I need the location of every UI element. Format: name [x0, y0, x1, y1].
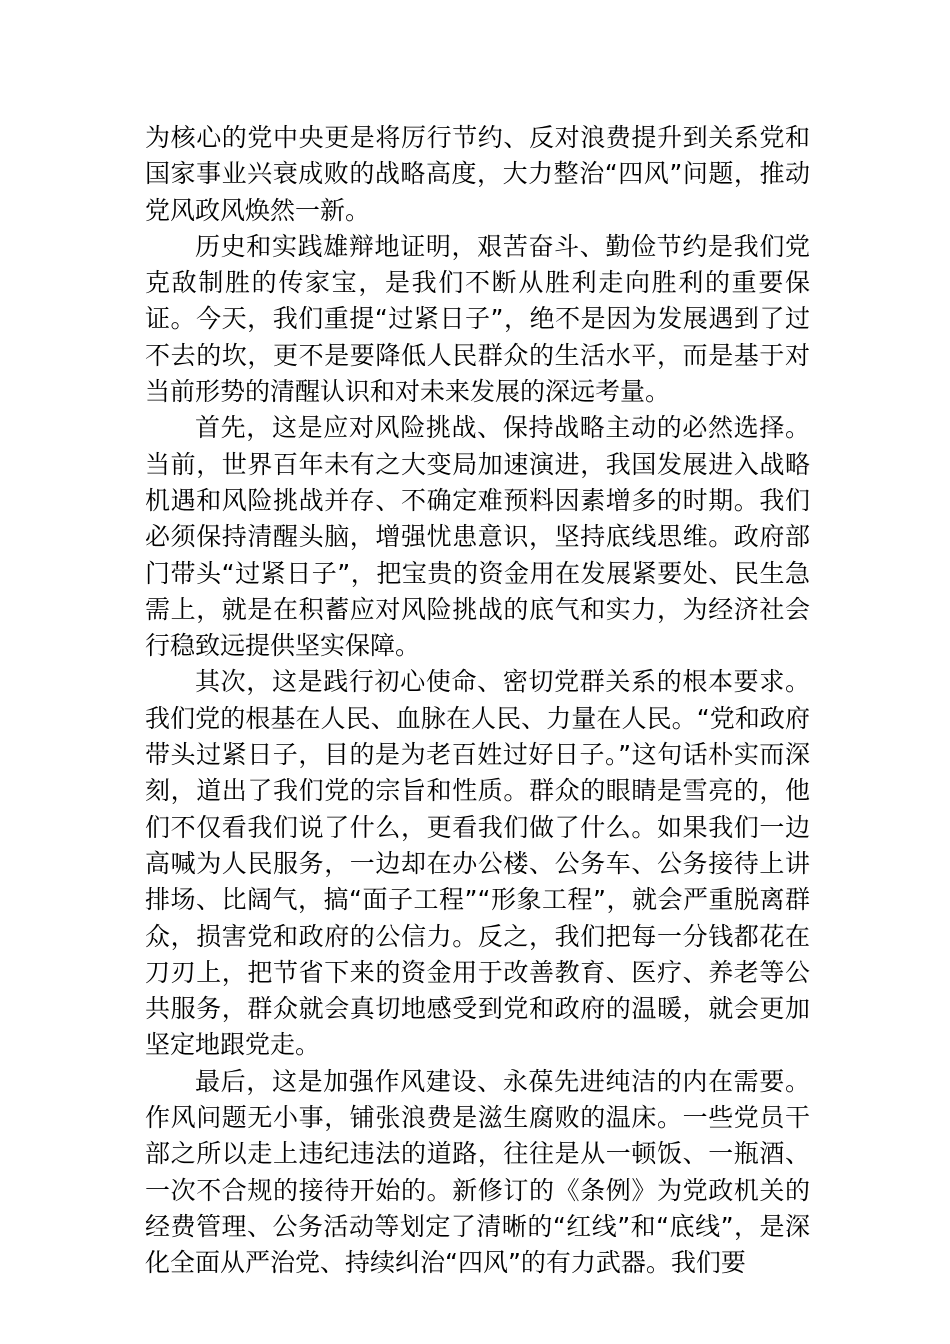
paragraph-continuation: 为核心的党中央更是将厉行节约、反对浪费提升到关系党和国家事业兴衰成败的战略高度，大力整治“四风”问题，推动党风政风焕然一新。: [145, 123, 810, 225]
paragraph-second-point: 其次，这是践行初心使命、密切党群关系的根本要求。我们党的根基在人民、血脉在人民、力量在人民。“党和政府带头过紧日子，目的是为老百姓过好日子。”这句话朴实而深刻，道出了我们党的宗旨和性质。群众的眼睛是雪亮的，他们不仅看我们说了什么，更看我们做了什么。如果我们一边高喊为人民服务，一边却在办公楼、公务车、公务接待上讲排场、比阔气，搞“面子工程”“形象工程”，就会严重脱离群众，损害党和政府的公信力。反之，我们把每一分钱都花在刀刃上，把节省下来的资金用于改善教育、医疗、养老等公共服务，群众就会真切地感受到党和政府的温暖，就会更加坚定地跟党走。: [145, 667, 810, 1060]
document-body: [145, 120, 810, 1282]
paragraph-final-point: 最后，这是加强作风建设、永葆先进纯洁的内在需要。作风问题无小事，铺张浪费是滋生腐败的温床。一些党员干部之所以走上违纪违法的道路，往往是从一顿饭、一瓶酒、一次不合规的接待开始的。新修订的《条例》为党政机关的经费管理、公务活动等划定了清晰的“红线”和“底线”，是深化全面从严治党、持续纠治“四风”的有力武器。我们要: [145, 1066, 810, 1278]
paragraph-first-point: 首先，这是应对风险挑战、保持战略主动的必然选择。当前，世界百年未有之大变局加速演进，我国发展进入战略机遇和风险挑战并存、不确定难预料因素增多的时期。我们必须保持清醒头脑，增强忧患意识，坚持底线思维。政府部门带头“过紧日子”，把宝贵的资金用在发展紧要处、民生急需上，就是在积蓄应对风险挑战的底气和实力，为经济社会行稳致远提供坚实保障。: [145, 413, 810, 661]
paragraph-history: 历史和实践雄辩地证明，艰苦奋斗、勤俭节约是我们党克敌制胜的传家宝，是我们不断从胜利走向胜利的重要保证。今天，我们重提“过紧日子”，绝不是因为发展遇到了过不去的坎，更不是要降低人民群众的生活水平，而是基于对当前形势的清醒认识和对未来发展的深远考量。: [145, 231, 810, 407]
